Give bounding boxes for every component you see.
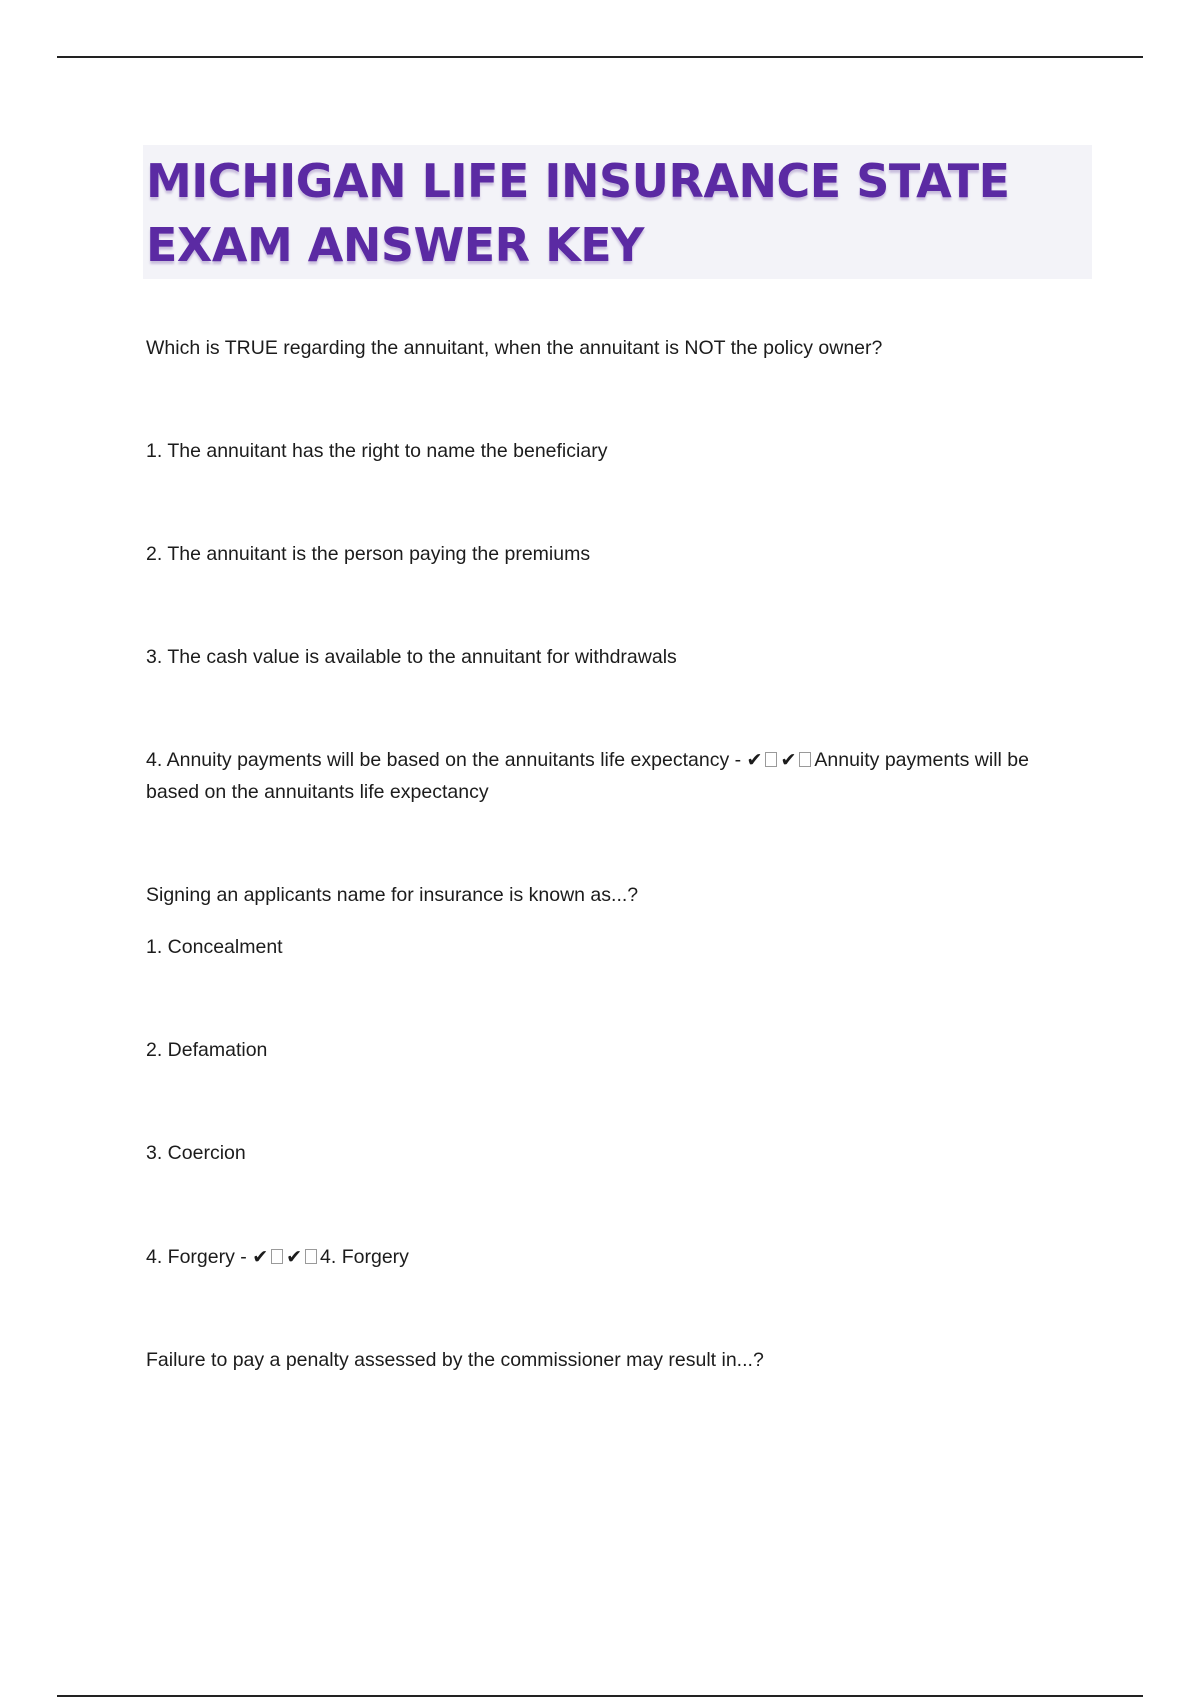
- question-1-option-4-with-answer: [146, 744, 1086, 808]
- document-title-line-1: MICHIGAN LIFE INSURANCE STATE: [146, 154, 1010, 208]
- question-2-prompt: Signing an applicants name for insurance is known as...?: [146, 884, 639, 906]
- question-2-option-1: 1. Concealment: [146, 936, 283, 958]
- bottom-rule: [57, 1695, 1143, 1697]
- checkmark-icon: ✔: [780, 749, 797, 771]
- question-1-option-2: 2. The annuitant is the person paying the premiums: [146, 543, 591, 565]
- checkbox-placeholder-icon: [305, 1249, 317, 1264]
- question-1-answer-continued: based on the annuitants life expectancy: [146, 781, 489, 803]
- question-1-prompt: Which is TRUE regarding the annuitant, when the annuitant is NOT the policy owner?: [146, 337, 883, 359]
- checkbox-placeholder-icon: [799, 752, 811, 767]
- document-title-banner: [143, 145, 1092, 279]
- question-1-answer: Annuity payments will be: [814, 749, 1029, 771]
- question-3-prompt: Failure to pay a penalty assessed by the commissioner may result in...?: [146, 1349, 764, 1371]
- question-1-option-1: 1. The annuitant has the right to name the beneficiary: [146, 440, 608, 462]
- checkbox-placeholder-icon: [271, 1249, 283, 1264]
- checkmark-icon: ✔: [252, 1246, 269, 1268]
- question-2-answer: 4. Forgery: [320, 1246, 409, 1268]
- question-2-option-4: 4. Forgery -: [146, 1246, 253, 1268]
- top-rule: [57, 56, 1143, 58]
- checkbox-placeholder-icon: [765, 752, 777, 767]
- question-2-option-2: 2. Defamation: [146, 1039, 268, 1061]
- document-title-line-2: EXAM ANSWER KEY: [146, 218, 644, 272]
- question-1-option-3: 3. The cash value is available to the annuitant for withdrawals: [146, 646, 677, 668]
- question-2-option-3: 3. Coercion: [146, 1142, 246, 1164]
- question-2-option-4-with-answer: [146, 1241, 1086, 1273]
- question-1-option-4: 4. Annuity payments will be based on the annuitants life expectancy -: [146, 749, 747, 771]
- checkmark-icon: ✔: [746, 749, 763, 771]
- checkmark-icon: ✔: [286, 1246, 303, 1268]
